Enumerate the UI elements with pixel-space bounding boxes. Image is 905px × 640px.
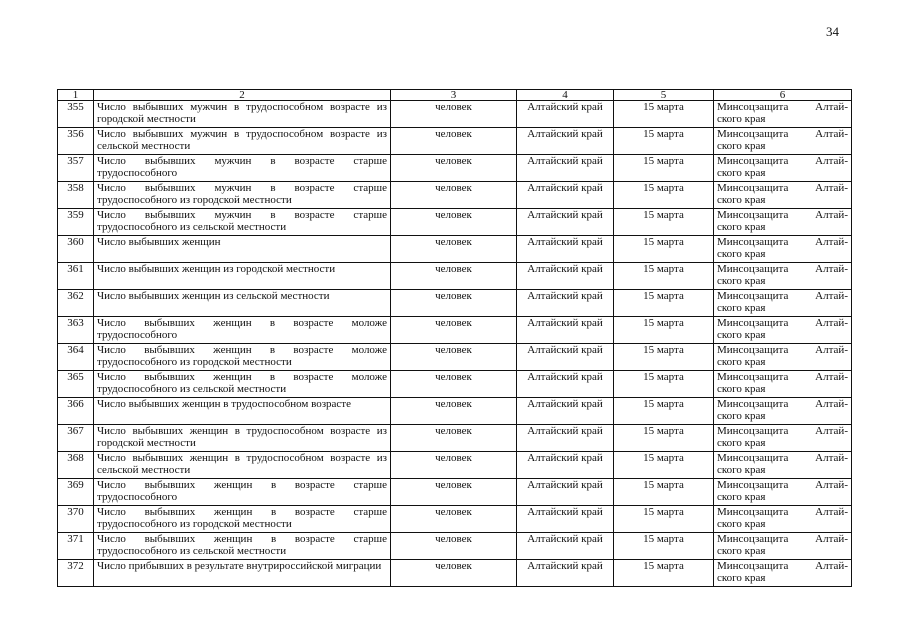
unit-cell: человек xyxy=(391,506,517,533)
deadline-cell: 15 марта xyxy=(614,452,714,479)
responsible-org-cell xyxy=(714,506,852,533)
indicator-name-cell: Число выбывших женщин в возрасте моложе трудоспособного из сельской местности xyxy=(94,371,391,398)
region-cell: Алтайский край xyxy=(517,209,614,236)
region-cell: Алтайский край xyxy=(517,317,614,344)
deadline-cell: 15 марта xyxy=(614,533,714,560)
responsible-org-line: ского края xyxy=(717,194,766,206)
header-cell: 2 xyxy=(94,90,391,101)
table-row xyxy=(58,506,852,533)
deadline-cell: 15 марта xyxy=(614,155,714,182)
table-row xyxy=(58,128,852,155)
region-cell: Алтайский край xyxy=(517,425,614,452)
table-row xyxy=(58,425,852,452)
unit-cell: человек xyxy=(391,317,517,344)
region-cell: Алтайский край xyxy=(517,506,614,533)
responsible-org-line: ского края xyxy=(717,329,766,341)
row-number-cell: 362 xyxy=(58,290,94,317)
deadline-cell: 15 марта xyxy=(614,128,714,155)
table-row xyxy=(58,317,852,344)
deadline-cell: 15 марта xyxy=(614,263,714,290)
row-number-cell: 370 xyxy=(58,506,94,533)
deadline-cell: 15 марта xyxy=(614,371,714,398)
unit-cell: человек xyxy=(391,533,517,560)
row-number-cell: 369 xyxy=(58,479,94,506)
responsible-org-cell xyxy=(714,533,852,560)
indicator-name-cell: Число выбывших мужчин в трудоспособном возрасте из городской местности xyxy=(94,101,391,128)
indicator-name-cell: Число выбывших женщин из городской местности xyxy=(94,263,391,290)
header-cell: 3 xyxy=(391,90,517,101)
row-number-cell: 356 xyxy=(58,128,94,155)
indicator-name-cell: Число выбывших женщин в возрасте моложе трудоспособного xyxy=(94,317,391,344)
row-number-cell: 359 xyxy=(58,209,94,236)
region-cell: Алтайский край xyxy=(517,398,614,425)
indicator-name-cell: Число выбывших женщин в трудоспособном возрасте из сельской местности xyxy=(94,452,391,479)
responsible-org-cell xyxy=(714,182,852,209)
indicator-name-cell: Число выбывших женщин в возрасте моложе трудоспособного из городской местности xyxy=(94,344,391,371)
responsible-org-line: ского края xyxy=(717,113,766,125)
responsible-org-line: Минсоцзащита Алтай- xyxy=(717,290,848,302)
header-cell: 1 xyxy=(58,90,94,101)
deadline-cell: 15 марта xyxy=(614,101,714,128)
responsible-org-line: Минсоцзащита Алтай- xyxy=(717,182,848,194)
indicator-name-cell: Число выбывших женщин в трудоспособном возрасте xyxy=(94,398,391,425)
unit-cell: человек xyxy=(391,155,517,182)
responsible-org-line: ского края xyxy=(717,545,766,557)
unit-cell: человек xyxy=(391,182,517,209)
deadline-cell: 15 марта xyxy=(614,479,714,506)
responsible-org-cell xyxy=(714,236,852,263)
region-cell: Алтайский край xyxy=(517,479,614,506)
table-row xyxy=(58,263,852,290)
indicator-table xyxy=(57,89,852,587)
responsible-org-line: Минсоцзащита Алтай- xyxy=(717,101,848,113)
row-number-cell: 360 xyxy=(58,236,94,263)
responsible-org-line: ского края xyxy=(717,410,766,422)
indicator-name-cell: Число выбывших женщин xyxy=(94,236,391,263)
row-number-cell: 371 xyxy=(58,533,94,560)
indicator-name-cell: Число выбывших женщин в возрасте старше трудоспособного из городской местности xyxy=(94,506,391,533)
table-row xyxy=(58,290,852,317)
deadline-cell: 15 марта xyxy=(614,425,714,452)
deadline-cell: 15 марта xyxy=(614,182,714,209)
responsible-org-line: Минсоцзащита Алтай- xyxy=(717,560,848,572)
responsible-org-line: Минсоцзащита Алтай- xyxy=(717,533,848,545)
header-cell: 4 xyxy=(517,90,614,101)
responsible-org-cell xyxy=(714,209,852,236)
responsible-org-cell xyxy=(714,452,852,479)
responsible-org-cell xyxy=(714,263,852,290)
region-cell: Алтайский край xyxy=(517,290,614,317)
row-number-cell: 361 xyxy=(58,263,94,290)
region-cell: Алтайский край xyxy=(517,533,614,560)
responsible-org-line: Минсоцзащита Алтай- xyxy=(717,317,848,329)
responsible-org-line: ского края xyxy=(717,437,766,449)
indicator-name-cell: Число выбывших женщин в возрасте старше трудоспособного xyxy=(94,479,391,506)
deadline-cell: 15 марта xyxy=(614,560,714,587)
row-number-cell: 368 xyxy=(58,452,94,479)
indicator-name-cell: Число выбывших женщин в возрасте старше трудоспособного из сельской местности xyxy=(94,533,391,560)
indicator-name-cell: Число прибывших в результате внутрироссийской миграции xyxy=(94,560,391,587)
row-number-cell: 364 xyxy=(58,344,94,371)
responsible-org-line: ского края xyxy=(717,383,766,395)
responsible-org-line: ского края xyxy=(717,464,766,476)
table-row xyxy=(58,101,852,128)
responsible-org-line: ского края xyxy=(717,518,766,530)
unit-cell: человек xyxy=(391,560,517,587)
table-row xyxy=(58,182,852,209)
header-row xyxy=(58,90,852,101)
responsible-org-cell xyxy=(714,479,852,506)
table-row xyxy=(58,479,852,506)
header-cell: 6 xyxy=(714,90,852,101)
region-cell: Алтайский край xyxy=(517,128,614,155)
row-number-cell: 358 xyxy=(58,182,94,209)
responsible-org-cell xyxy=(714,560,852,587)
unit-cell: человек xyxy=(391,263,517,290)
responsible-org-line: ского края xyxy=(717,491,766,503)
region-cell: Алтайский край xyxy=(517,236,614,263)
responsible-org-cell xyxy=(714,317,852,344)
row-number-cell: 366 xyxy=(58,398,94,425)
deadline-cell: 15 марта xyxy=(614,506,714,533)
unit-cell: человек xyxy=(391,452,517,479)
region-cell: Алтайский край xyxy=(517,182,614,209)
responsible-org-cell xyxy=(714,344,852,371)
deadline-cell: 15 марта xyxy=(614,317,714,344)
responsible-org-line: ского края xyxy=(717,140,766,152)
unit-cell: человек xyxy=(391,101,517,128)
responsible-org-line: ского края xyxy=(717,221,766,233)
row-number-cell: 355 xyxy=(58,101,94,128)
responsible-org-line: Минсоцзащита Алтай- xyxy=(717,479,848,491)
responsible-org-line: ского края xyxy=(717,275,766,287)
responsible-org-line: Минсоцзащита Алтай- xyxy=(717,236,848,248)
deadline-cell: 15 марта xyxy=(614,236,714,263)
unit-cell: человек xyxy=(391,398,517,425)
responsible-org-cell xyxy=(714,425,852,452)
page-number: 34 xyxy=(826,24,839,39)
indicator-name-cell: Число выбывших женщин в трудоспособном возрасте из городской местности xyxy=(94,425,391,452)
responsible-org-line: Минсоцзащита Алтай- xyxy=(717,398,848,410)
responsible-org-cell xyxy=(714,155,852,182)
unit-cell: человек xyxy=(391,290,517,317)
responsible-org-line: Минсоцзащита Алтай- xyxy=(717,209,848,221)
responsible-org-line: Минсоцзащита Алтай- xyxy=(717,452,848,464)
responsible-org-line: Минсоцзащита Алтай- xyxy=(717,263,848,275)
indicator-name-cell: Число выбывших женщин из сельской местности xyxy=(94,290,391,317)
responsible-org-line: ского края xyxy=(717,572,766,584)
unit-cell: человек xyxy=(391,371,517,398)
responsible-org-cell xyxy=(714,128,852,155)
table-row xyxy=(58,371,852,398)
indicator-name-cell: Число выбывших мужчин в возрасте старше трудоспособного из городской местности xyxy=(94,182,391,209)
region-cell: Алтайский край xyxy=(517,344,614,371)
table-row xyxy=(58,560,852,587)
region-cell: Алтайский край xyxy=(517,263,614,290)
indicator-name-cell: Число выбывших мужчин в трудоспособном возрасте из сельской местности xyxy=(94,128,391,155)
region-cell: Алтайский край xyxy=(517,452,614,479)
table-row xyxy=(58,533,852,560)
row-number-cell: 365 xyxy=(58,371,94,398)
responsible-org-line: Минсоцзащита Алтай- xyxy=(717,425,848,437)
region-cell: Алтайский край xyxy=(517,560,614,587)
region-cell: Алтайский край xyxy=(517,371,614,398)
header-cell: 5 xyxy=(614,90,714,101)
responsible-org-line: ского края xyxy=(717,302,766,314)
responsible-org-line: ского края xyxy=(717,356,766,368)
unit-cell: человек xyxy=(391,236,517,263)
row-number-cell: 363 xyxy=(58,317,94,344)
table-row xyxy=(58,344,852,371)
row-number-cell: 372 xyxy=(58,560,94,587)
deadline-cell: 15 марта xyxy=(614,398,714,425)
table-row xyxy=(58,236,852,263)
row-number-cell: 357 xyxy=(58,155,94,182)
unit-cell: человек xyxy=(391,209,517,236)
responsible-org-line: Минсоцзащита Алтай- xyxy=(717,506,848,518)
indicator-name-cell: Число выбывших мужчин в возрасте старше трудоспособного xyxy=(94,155,391,182)
region-cell: Алтайский край xyxy=(517,101,614,128)
table-row xyxy=(58,209,852,236)
responsible-org-line: ского края xyxy=(717,248,766,260)
deadline-cell: 15 марта xyxy=(614,209,714,236)
responsible-org-line: Минсоцзащита Алтай- xyxy=(717,155,848,167)
responsible-org-cell xyxy=(714,371,852,398)
unit-cell: человек xyxy=(391,425,517,452)
responsible-org-line: ского края xyxy=(717,167,766,179)
deadline-cell: 15 марта xyxy=(614,344,714,371)
responsible-org-cell xyxy=(714,290,852,317)
unit-cell: человек xyxy=(391,344,517,371)
deadline-cell: 15 марта xyxy=(614,290,714,317)
region-cell: Алтайский край xyxy=(517,155,614,182)
responsible-org-line: Минсоцзащита Алтай- xyxy=(717,371,848,383)
unit-cell: человек xyxy=(391,479,517,506)
row-number-cell: 367 xyxy=(58,425,94,452)
indicator-name-cell: Число выбывших мужчин в возрасте старше трудоспособного из сельской местности xyxy=(94,209,391,236)
table-row xyxy=(58,155,852,182)
responsible-org-cell xyxy=(714,101,852,128)
unit-cell: человек xyxy=(391,128,517,155)
table-row xyxy=(58,398,852,425)
responsible-org-cell xyxy=(714,398,852,425)
table-row xyxy=(58,452,852,479)
responsible-org-line: Минсоцзащита Алтай- xyxy=(717,128,848,140)
responsible-org-line: Минсоцзащита Алтай- xyxy=(717,344,848,356)
